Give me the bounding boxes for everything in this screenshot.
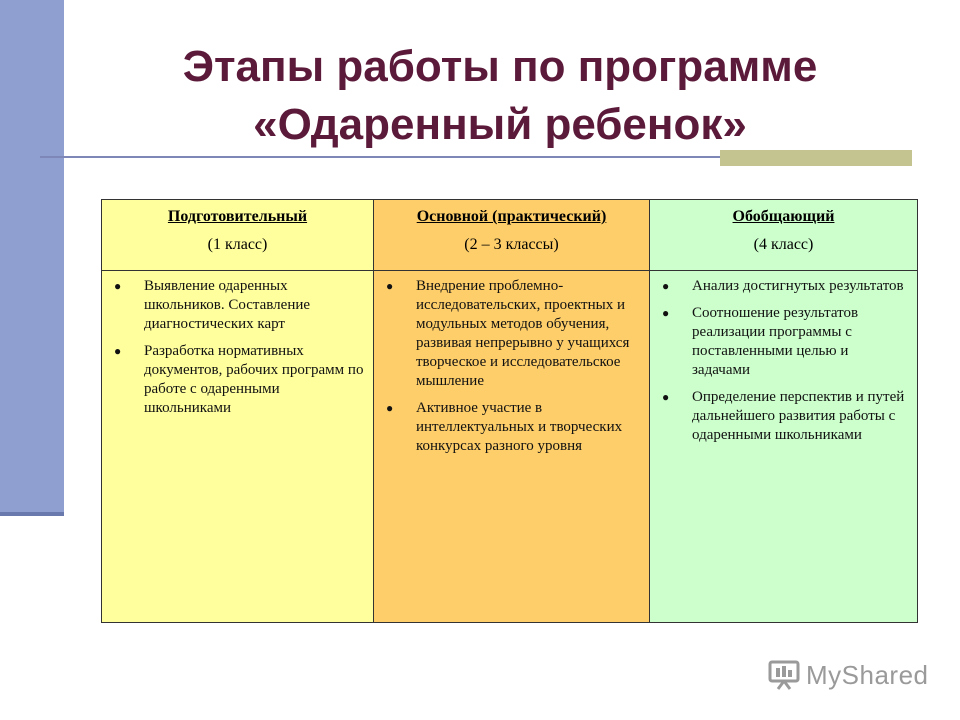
stage-header-summary	[650, 200, 918, 271]
left-accent-bar	[0, 0, 64, 512]
list-item	[662, 277, 909, 296]
bullet-icon: ●	[662, 279, 670, 293]
bullet-icon: ●	[386, 401, 394, 415]
list-item-text: Внедрение проблемно-исследовательских, проектных и модульных методов обучения, развивая непрерывно у учащихся творческое и исследовательское мышление	[416, 278, 630, 389]
list-item-text: Определение перспектив и путей дальнейшего развития работы с одаренными школьниками	[692, 389, 905, 443]
presentation-board-icon	[768, 660, 800, 690]
list-item-text: Выявление одаренных школьников. Составление диагностических карт	[144, 278, 311, 332]
stage-grade: (1 класс)	[207, 236, 268, 253]
bullet-icon: ●	[386, 279, 394, 293]
list-item	[662, 304, 909, 380]
decorative-olive-block	[720, 150, 912, 166]
stage-items-list	[102, 277, 373, 418]
stages-content-row	[102, 271, 918, 623]
bullet-icon: ●	[114, 344, 122, 358]
list-item	[662, 388, 909, 445]
stage-grade: (4 класс)	[753, 236, 814, 253]
stages-header-row	[102, 200, 918, 271]
list-item-text: Разработка нормативных документов, рабочих программ по работе с одаренными школьниками	[144, 343, 364, 416]
bullet-icon: ●	[662, 306, 670, 320]
stage-grade: (2 – 3 классы)	[464, 236, 559, 253]
slide-title	[100, 38, 900, 154]
list-item	[114, 342, 365, 418]
list-item-text: Активное участие в интеллектуальных и творческих конкурсах разного уровня	[416, 400, 623, 454]
stage-name: Подготовительный	[167, 208, 308, 225]
bullet-icon: ●	[114, 279, 122, 293]
stage-content-preparatory	[102, 271, 374, 623]
stage-name: Основной (практический)	[416, 208, 607, 225]
slide-title-line-1: Этапы работы по программе	[182, 42, 818, 91]
stage-content-main	[374, 271, 650, 623]
slide-title-line-2: «Одаренный ребенок»	[253, 100, 747, 149]
left-accent-bar-shadow	[0, 512, 64, 516]
stages-table	[101, 199, 918, 623]
list-item	[386, 277, 641, 391]
stage-header-main	[374, 200, 650, 271]
stage-header-preparatory	[102, 200, 374, 271]
stage-items-list	[650, 277, 917, 445]
list-item	[386, 399, 641, 456]
stage-name: Обобщающий	[732, 208, 835, 225]
list-item-text: Анализ достигнутых результатов	[692, 278, 904, 294]
watermark-logo	[768, 658, 928, 692]
stage-content-summary	[650, 271, 918, 623]
list-item-text: Соотношение результатов реализации программы с поставленными целью и задачами	[692, 305, 859, 378]
stage-items-list	[374, 277, 649, 456]
bullet-icon: ●	[662, 390, 670, 404]
watermark-text: MyShared	[806, 660, 929, 690]
list-item	[114, 277, 365, 334]
